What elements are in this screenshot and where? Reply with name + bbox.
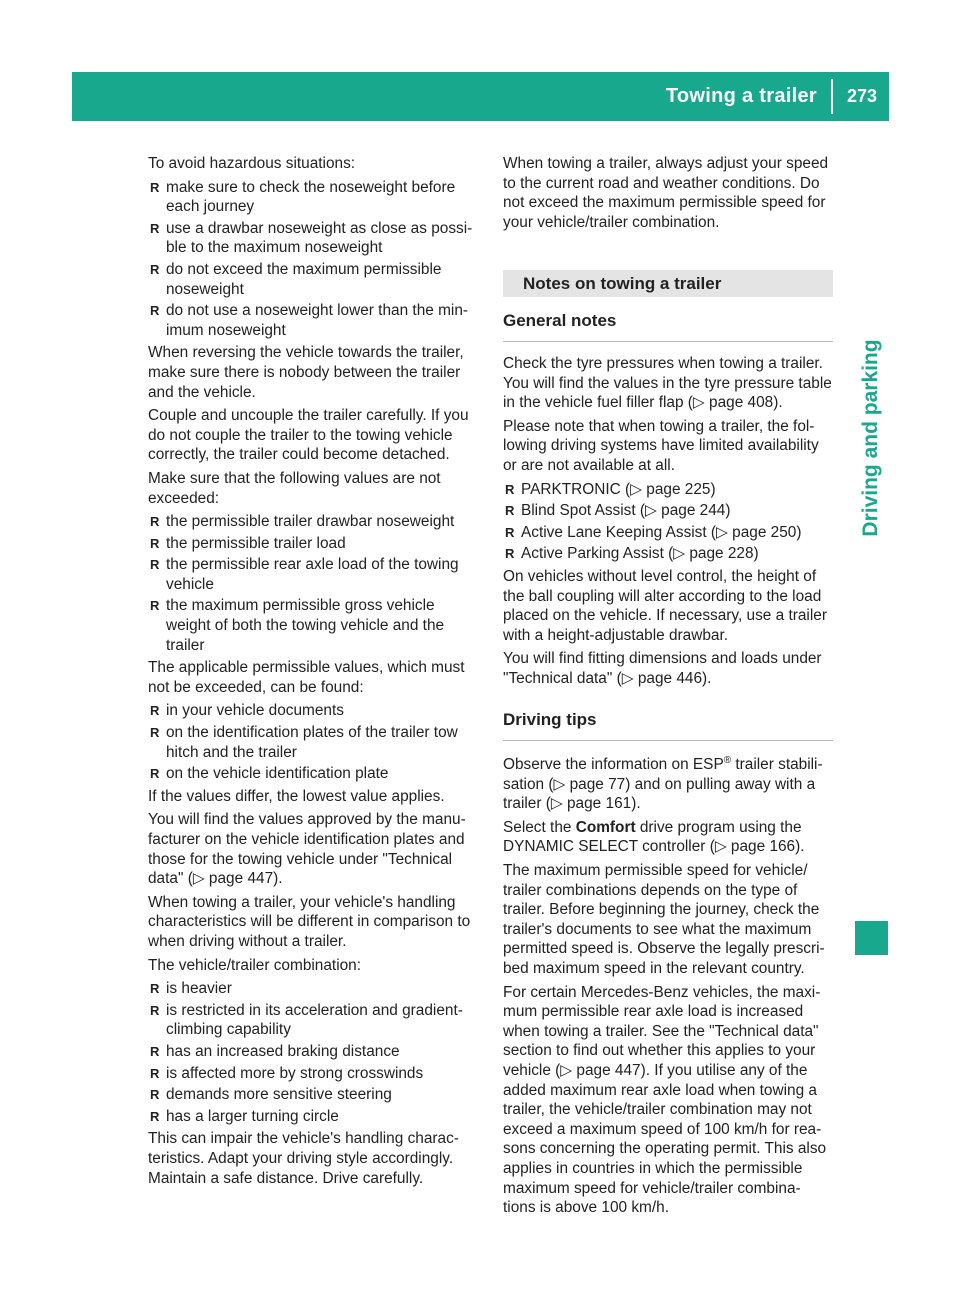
list-item-text: demands more sensitive steering (166, 1086, 392, 1104)
left-column (148, 154, 481, 1192)
paragraph: Check the tyre pressures when towing a trailer. You will find the values in the tyre pressure table in the vehicle fuel filler flap (▷ page 408). (503, 354, 832, 412)
bullet-marker: R (150, 1108, 160, 1124)
bullet-marker: R (150, 1002, 160, 1018)
list-item (503, 544, 833, 564)
text-span: Observe the information on ESP (503, 756, 724, 774)
list-item-text: Active Lane Keeping Assist (▷ page 250) (521, 523, 802, 541)
section-title: Notes on towing a trailer (503, 270, 833, 297)
bullet-marker: R (150, 535, 160, 551)
paragraph: When towing a trailer, your vehicle's handling characteristics will be different in comparison to when driving without a trailer. (148, 893, 471, 950)
paragraph: If the values differ, the lowest value applies. (148, 787, 445, 805)
bullet-marker: R (150, 514, 160, 530)
list-item (503, 480, 833, 500)
list-item (503, 501, 833, 521)
header-title: Towing a trailer (665, 85, 817, 107)
bullet-marker: R (150, 598, 160, 614)
bullet-list (148, 979, 481, 1126)
paragraph: To avoid hazardous situations: (148, 155, 356, 172)
paragraph (503, 755, 833, 814)
list-item-text: has a larger turning circle (166, 1107, 339, 1125)
list-item (148, 178, 481, 217)
list-item-text: Blind Spot Assist (▷ page 244) (521, 502, 731, 520)
side-tab-label: Driving and parking (859, 339, 882, 537)
paragraph: When reversing the vehicle towards the trailer, make sure there is nobody between the trailer and the vehicle. (148, 344, 464, 401)
list-item-text: use a drawbar noseweight as close as possi-ble to the maximum noseweight (166, 219, 473, 257)
list-item (148, 219, 481, 258)
list-item-text: do not use a noseweight lower than the min-imum noseweight (166, 302, 469, 339)
list-item-text: is affected more by strong crosswinds (166, 1064, 424, 1082)
list-item (148, 764, 481, 784)
paragraph: The applicable permissible values, which must not be exceeded, can be found: (148, 659, 465, 696)
list-item-text: the permissible trailer drawbar noseweight (166, 513, 455, 531)
paragraph: On vehicles without level control, the height of the ball coupling will alter according to the load placed on the vehicle. If necessary, use a trailer with a height-adjustable drawbar. (503, 567, 827, 644)
list-item (148, 596, 481, 655)
bullet-marker: R (150, 1043, 160, 1059)
paragraph: You will find fitting dimensions and loads under "Technical data" (▷ page 446). (503, 650, 822, 687)
bullet-marker: R (150, 220, 160, 236)
paragraph: This can impair the vehicle's handling charac-teristics. Adapt your driving style accordingly. Maintain a safe distance. Drive carefully. (148, 1130, 459, 1187)
list-item-text: make sure to check the noseweight before each journey (166, 178, 456, 216)
bold-term: Comfort (575, 818, 636, 836)
bullet-marker: R (150, 1065, 160, 1081)
bullet-marker: R (150, 261, 160, 277)
list-item-text: the permissible rear axle load of the towing vehicle (166, 556, 459, 593)
registered-mark: ® (723, 755, 732, 767)
bullet-marker: R (150, 303, 160, 319)
list-item (148, 301, 481, 340)
text-span: Select the (503, 818, 576, 836)
page-number: 273 (846, 86, 877, 106)
list-item-text: is heavier (166, 980, 232, 998)
list-item-text: has an increased braking distance (166, 1042, 400, 1060)
list-item (148, 1001, 481, 1040)
side-tab (855, 248, 888, 628)
subheading-driving-tips: Driving tips (503, 710, 833, 741)
list-item (148, 979, 481, 999)
list-item-text: do not exceed the maximum permissible noseweight (166, 260, 442, 298)
list-item (148, 512, 481, 532)
paragraph (503, 818, 833, 857)
paragraph: When towing a trailer, always adjust your speed to the current road and weather conditions. Do not exceed the maximum permissible speed for your vehicle/trailer combination. (503, 155, 829, 231)
bullet-marker: R (150, 725, 160, 741)
list-item (148, 723, 481, 762)
bullet-list (148, 178, 481, 341)
list-item-text: Active Parking Assist (▷ page 228) (521, 545, 759, 563)
paragraph: Couple and uncouple the trailer carefully. If you do not couple the trailer to the towing vehicle correctly, the trailer could become detached. (148, 407, 469, 464)
paragraph: You will find the values approved by the manu-facturer on the vehicle identification plates and those for the towing vehicle under "Technical data" (▷ page 447). (148, 811, 466, 888)
bullet-list (148, 701, 481, 783)
header-divider (831, 79, 833, 114)
list-item-text: in your vehicle documents (166, 702, 344, 720)
bullet-marker: R (150, 179, 160, 195)
bullet-marker: R (150, 766, 160, 782)
list-item-text: on the identification plates of the trailer tow hitch and the trailer (166, 724, 458, 761)
bullet-marker: R (150, 1087, 160, 1103)
right-column (503, 154, 833, 1222)
subheading-general-notes: General notes (503, 311, 833, 342)
list-item (148, 534, 481, 554)
bullet-marker: R (505, 481, 515, 497)
list-item (148, 1085, 481, 1105)
list-item-text: is restricted in its acceleration and gradient-climbing capability (166, 1001, 463, 1039)
paragraph: The vehicle/trailer combination: (148, 956, 362, 974)
list-item-text: on the vehicle identification plate (166, 765, 389, 783)
bullet-marker: R (505, 503, 515, 519)
bullet-marker: R (150, 981, 160, 997)
paragraph: Make sure that the following values are not exceeded: (148, 469, 441, 507)
bullet-marker: R (505, 546, 515, 562)
list-item-text: the permissible trailer load (166, 534, 346, 552)
text-span: drive program using the DYNAMIC SELECT controller (▷ page 166). (503, 818, 805, 856)
list-item (148, 1107, 481, 1127)
list-item (148, 1042, 481, 1062)
list-item (148, 260, 481, 299)
list-item (148, 555, 481, 594)
list-item (148, 701, 481, 721)
list-item-text: PARKTRONIC (▷ page 225) (521, 480, 716, 498)
text-span: trailer stabili-sation (▷ page 77) and on pulling away with a trailer (▷ page 161). (503, 756, 823, 813)
list-item-text: the maximum permissible gross vehicle weight of both the towing vehicle and the trailer (166, 597, 445, 654)
bullet-marker: R (150, 557, 160, 573)
side-tab-square (855, 921, 888, 955)
bullet-marker: R (505, 524, 515, 540)
list-item (503, 523, 833, 543)
paragraph: Please note that when towing a trailer, the fol-lowing driving systems have limited availability or are not available at all. (503, 417, 819, 474)
bullet-list (148, 512, 481, 655)
bullet-list (503, 480, 833, 564)
paragraph: For certain Mercedes-Benz vehicles, the maxi-mum permissible rear axle load is increased when towing a trailer. See the "Technical data" section to find out whether this applies to your vehicle (▷ page 447). If you utilise any of the added maximum rear axle load when towing a trailer, the vehicle/trailer combination may not exceed a maximum speed of 100 km/h for rea-sons concerning the operating permit. This also applies in countries in which the permissible maximum speed for vehicle/trailer combina-tions is above 100 km/h. (503, 983, 827, 1217)
paragraph: The maximum permissible speed for vehicle/ trailer combinations depends on the type of trailer. Before beginning the journey, check the trailer's documents to see what the maximum permitted speed is. Observe the legally prescri-bed maximum speed in the relevant country. (503, 862, 825, 977)
bullet-marker: R (150, 703, 160, 719)
list-item (148, 1064, 481, 1084)
header-bar (72, 72, 889, 121)
